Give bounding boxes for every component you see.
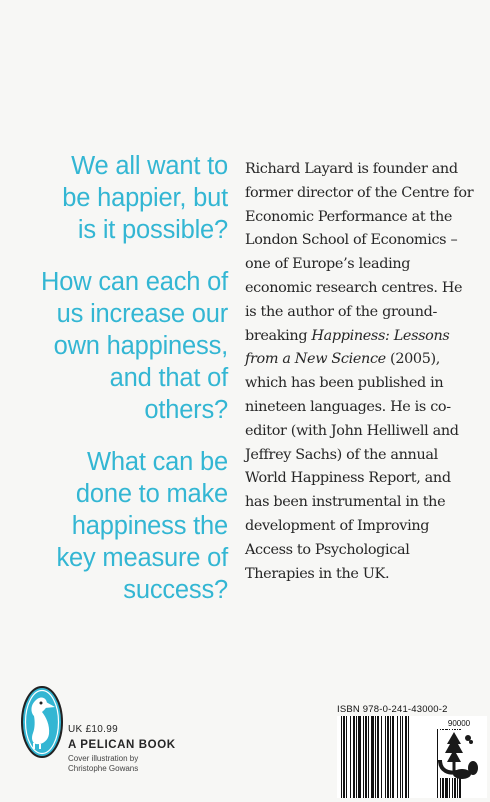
question-column xyxy=(40,150,228,626)
imprint-info xyxy=(68,724,248,774)
author-bio-text xyxy=(245,158,475,586)
question-1: We all want to be happier, but is it possible? xyxy=(62,152,228,244)
isbn-label: ISBN 978-0-241-43000-2 xyxy=(337,704,448,715)
question-2: How can each of us increase our own happiness, and that of others? xyxy=(41,268,228,424)
barcode-price-code: 90000 xyxy=(447,719,471,728)
barcode-icon xyxy=(337,716,487,798)
credit-line-2: Christophe Gowans xyxy=(68,764,139,773)
price-label: UK £10.99 xyxy=(68,724,118,735)
pelican-logo-svg xyxy=(20,685,64,759)
author-bio xyxy=(245,158,475,586)
bio-text-after: (2005), which has been published in nineteen languages. He is co-editor (with John Helliwell and Jeffrey Sachs) of the annual World Happiness Report, and has been instrumental in the development of Improving Access to Psychological Therapies in the UK. xyxy=(245,351,459,582)
question-3: What can be done to make happiness the key measure of success? xyxy=(56,448,228,604)
pelican-logo-icon xyxy=(20,685,64,759)
cover-credit xyxy=(68,754,248,774)
book-title-italic: Happiness: Lessons from a New Science xyxy=(245,327,450,368)
bio-text-before: Richard Layard is founder and former director of the Centre for Economic Performance at the London School of Economics – one of Europe’s leading economic research centres. He is the author of the ground-breaking xyxy=(245,161,474,344)
imprint-name: A PELICAN BOOK xyxy=(68,739,176,751)
barcode-area xyxy=(337,716,487,798)
credit-line-1: Cover illustration by xyxy=(68,754,139,763)
